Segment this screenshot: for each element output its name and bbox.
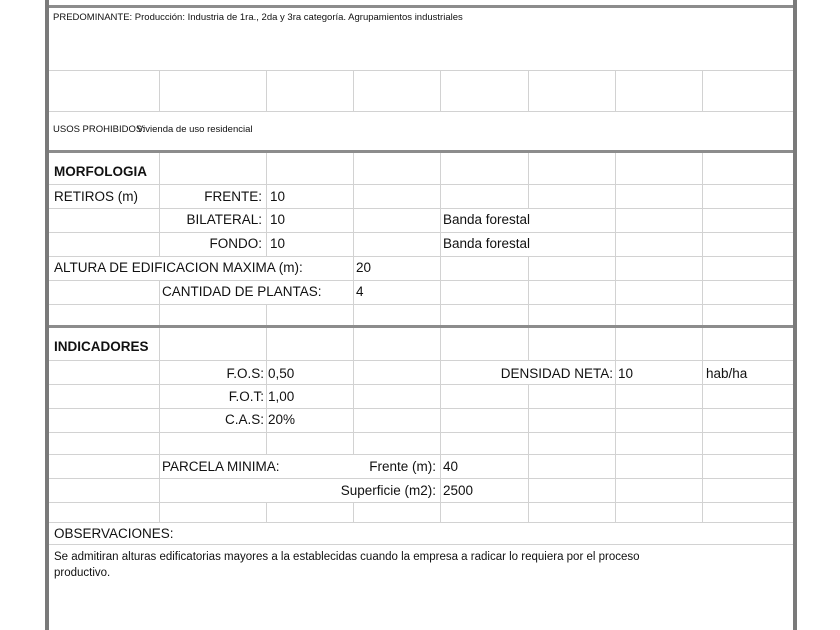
grid-line: [528, 153, 529, 208]
observaciones-text-line1: Se admitiran alturas edificatorias mayores a la establecidas cuando la empresa a radicar lo requiera por el proceso: [54, 551, 640, 563]
parcela-superficie-value: 2500: [443, 483, 474, 498]
grid-line: [266, 304, 267, 325]
grid-line: [440, 71, 441, 111]
section-divider: [49, 5, 793, 8]
section-divider: [49, 150, 793, 153]
bilateral-value: 10: [270, 212, 286, 227]
grid-line: [159, 280, 160, 325]
grid-line: [528, 71, 529, 111]
grid-line: [49, 478, 793, 479]
observaciones-heading: OBSERVACIONES:: [54, 526, 174, 541]
grid-line: [49, 304, 793, 305]
parcela-frente-label: Frente (m):: [369, 459, 436, 474]
grid-line: [49, 502, 793, 503]
grid-line: [49, 544, 793, 545]
retiros-label: RETIROS (m): [54, 189, 138, 204]
grid-line: [615, 153, 616, 325]
grid-line: [49, 522, 793, 523]
bilateral-note: Banda forestal: [443, 212, 531, 227]
plantas-label: CANTIDAD DE PLANTAS:: [162, 284, 322, 299]
grid-line: [615, 71, 616, 111]
grid-line: [353, 153, 354, 325]
fos-label: F.O.S:: [226, 366, 264, 381]
frente-value: 10: [270, 189, 286, 204]
frente-label: FRENTE:: [204, 189, 262, 204]
usos-predominante: PREDOMINANTE: Producción: Industria de 1ra., 2da y 3ra categoría. Agrupamientos industriales: [53, 12, 463, 23]
bilateral-label: BILATERAL:: [186, 212, 262, 227]
usos-prohibidos-value: Vivienda de uso residencial: [137, 124, 253, 135]
cas-value: 20%: [268, 412, 296, 427]
grid-line: [49, 111, 793, 112]
fos-value: 0,50: [268, 366, 295, 381]
parcela-minima-label: PARCELA MINIMA:: [162, 459, 280, 474]
indicadores-heading: INDICADORES: [54, 339, 149, 354]
grid-line: [528, 384, 529, 522]
grid-line: [49, 208, 793, 209]
grid-line: [353, 328, 354, 454]
grid-line: [49, 454, 793, 455]
grid-line: [440, 153, 441, 325]
usos-prohibidos-label: USOS PROHIBIDOS:: [53, 124, 145, 135]
fondo-value: 10: [270, 236, 286, 251]
cas-label: C.A.S:: [224, 412, 264, 427]
parcela-frente-value: 40: [443, 459, 459, 474]
grid-line: [440, 328, 441, 522]
fot-value: 1,00: [268, 389, 295, 404]
section-divider: [49, 325, 793, 328]
grid-line: [615, 328, 616, 522]
grid-line: [49, 184, 793, 185]
fondo-note: Banda forestal: [443, 236, 531, 251]
densidad-label: DENSIDAD NETA:: [500, 366, 613, 381]
grid-line: [49, 384, 793, 385]
grid-line: [353, 71, 354, 111]
grid-line: [49, 432, 793, 433]
grid-line: [49, 360, 793, 361]
densidad-value: 10: [618, 366, 634, 381]
grid-line: [266, 328, 267, 454]
altura-label: ALTURA DE EDIFICACION MAXIMA (m):: [54, 260, 303, 275]
observaciones-text-line2: productivo.: [54, 567, 111, 579]
grid-line: [49, 232, 793, 233]
grid-line: [49, 70, 793, 71]
altura-value: 20: [356, 260, 372, 275]
grid-line: [528, 328, 529, 360]
grid-line: [266, 71, 267, 111]
grid-line: [702, 153, 703, 325]
fondo-label: FONDO:: [209, 236, 262, 251]
grid-line: [49, 280, 793, 281]
morfologia-heading: MORFOLOGIA: [54, 164, 147, 179]
grid-line: [702, 328, 703, 522]
densidad-unit: hab/ha: [706, 366, 748, 381]
grid-line: [49, 256, 793, 257]
grid-line: [266, 153, 267, 256]
grid-line: [702, 71, 703, 111]
plantas-value: 4: [356, 284, 364, 299]
fot-label: F.O.T:: [228, 389, 264, 404]
grid-line: [49, 408, 793, 409]
grid-line: [353, 502, 354, 522]
grid-line: [266, 502, 267, 522]
grid-line: [528, 256, 529, 325]
grid-line: [159, 71, 160, 111]
parcela-superficie-label: Superficie (m2):: [340, 483, 436, 498]
